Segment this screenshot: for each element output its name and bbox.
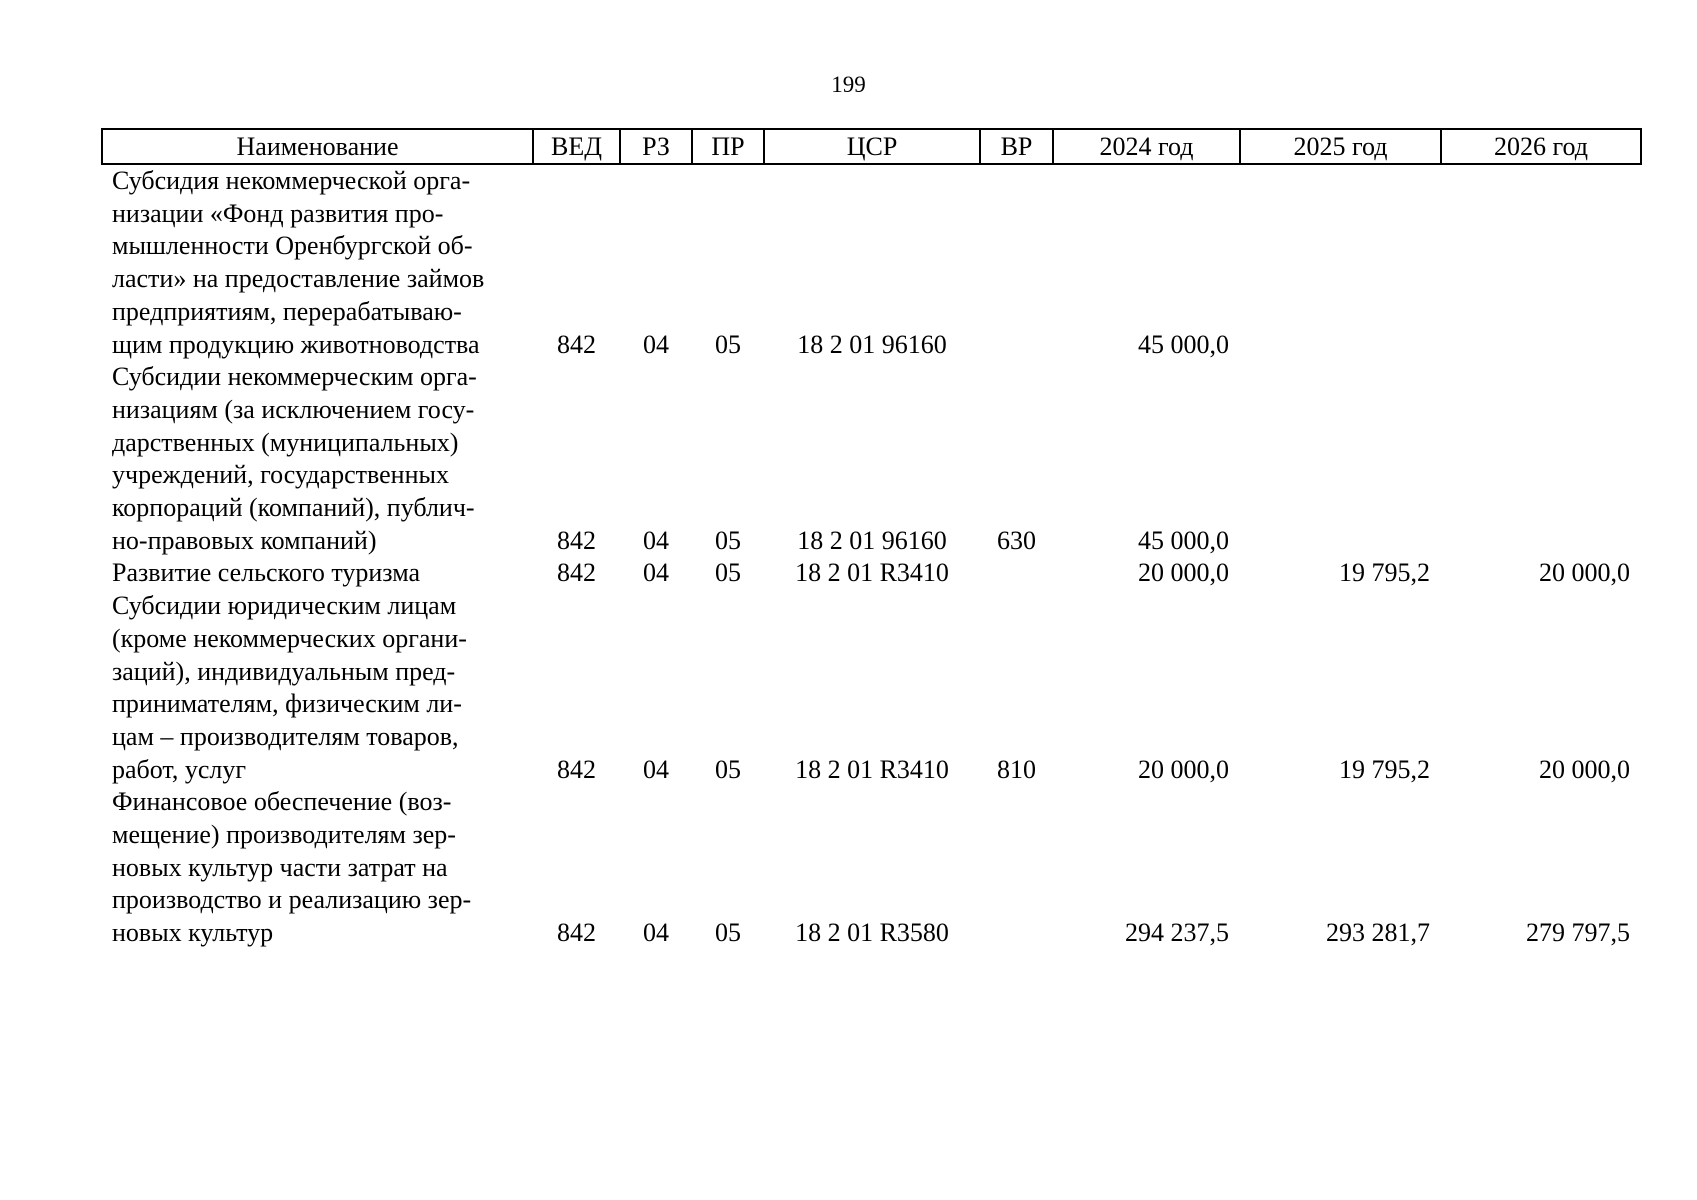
cell-rz: 04 [643, 329, 669, 359]
cell-pr: 05 [715, 329, 741, 359]
cell-2025 [1240, 164, 1441, 361]
cell-pr: 05 [715, 525, 741, 555]
name-line: (кроме некоммерческих органи- [112, 623, 467, 653]
row-name [102, 590, 533, 786]
name-line: цам – производителям товаров, [112, 721, 459, 751]
cell-2024: 45 000,0 [1138, 525, 1229, 555]
table-row [102, 164, 1641, 361]
table-row [102, 590, 1641, 786]
name-line: ласти» на предоставление займов [112, 264, 485, 294]
row-name [102, 557, 533, 590]
cell-vr: 630 [997, 525, 1036, 555]
cell-ved: 842 [557, 558, 596, 588]
cell-vr [980, 786, 1053, 950]
cell-2025: 19 795,2 [1339, 558, 1430, 588]
table-row [102, 361, 1641, 557]
name-line: Субсидии юридическим лицам [112, 591, 457, 621]
column-header-name: Наименование [102, 129, 533, 164]
cell-csr: 18 2 01 96160 [797, 525, 947, 555]
cell-2026 [1441, 361, 1641, 557]
cell-csr: 18 2 01 96160 [797, 329, 947, 359]
row-name [102, 164, 533, 361]
page-number: 199 [831, 72, 866, 97]
cell-2025: 19 795,2 [1339, 754, 1430, 784]
cell-2024: 20 000,0 [1138, 754, 1229, 784]
cell-vr: 810 [997, 754, 1036, 784]
name-line: низации «Фонд развития про- [112, 198, 444, 228]
cell-2024: 294 237,5 [1125, 918, 1229, 948]
name-line: мышленности Оренбургской об- [112, 231, 473, 261]
name-line: мещение) производителям зер- [112, 820, 456, 850]
cell-vr [980, 557, 1053, 590]
cell-pr: 05 [715, 918, 741, 948]
cell-2024: 20 000,0 [1138, 558, 1229, 588]
name-line: Субсидии некоммерческим орга- [112, 362, 477, 392]
cell-2026 [1441, 164, 1641, 361]
cell-ved: 842 [557, 329, 596, 359]
name-line: Финансовое обеспечение (воз- [112, 787, 452, 817]
cell-rz: 04 [643, 525, 669, 555]
cell-2024: 45 000,0 [1138, 329, 1229, 359]
row-name [102, 361, 533, 557]
column-header-rz: РЗ [620, 129, 692, 164]
cell-ved: 842 [557, 754, 596, 784]
cell-csr: 18 2 01 R3410 [795, 558, 949, 588]
name-line: предприятиям, перерабатываю- [112, 296, 462, 326]
cell-pr: 05 [715, 754, 741, 784]
cell-pr: 05 [715, 558, 741, 588]
table-row [102, 786, 1641, 950]
name-line: щим продукцию животноводства [112, 329, 480, 359]
name-line: производство и реализацию зер- [112, 885, 472, 915]
name-line: дарственных (муниципальных) [112, 427, 459, 457]
cell-csr: 18 2 01 R3410 [795, 754, 949, 784]
column-header-pr: ПР [692, 129, 764, 164]
cell-2025: 293 281,7 [1326, 918, 1430, 948]
column-header-2024: 2024 год [1053, 129, 1240, 164]
column-header-vr: ВР [980, 129, 1053, 164]
name-line: учреждений, государственных [112, 460, 449, 490]
name-line: низациям (за исключением госу- [112, 394, 475, 424]
cell-2026: 279 797,5 [1526, 918, 1630, 948]
cell-vr [980, 164, 1053, 361]
column-header-2026: 2026 год [1441, 129, 1641, 164]
cell-csr: 18 2 01 R3580 [795, 918, 949, 948]
cell-2026: 20 000,0 [1539, 558, 1630, 588]
cell-rz: 04 [643, 754, 669, 784]
name-line: заций), индивидуальным пред- [112, 656, 456, 686]
cell-rz: 04 [643, 558, 669, 588]
name-line: новых культур части затрат на [112, 852, 448, 882]
name-line: корпораций (компаний), публич- [112, 493, 475, 523]
cell-rz: 04 [643, 918, 669, 948]
cell-ved: 842 [557, 525, 596, 555]
budget-table [101, 128, 1642, 950]
cell-2025 [1240, 361, 1441, 557]
name-line: новых культур [112, 918, 274, 948]
column-header-csr: ЦСР [764, 129, 980, 164]
name-line: Развитие сельского туризма [112, 558, 421, 588]
column-header-2025: 2025 год [1240, 129, 1441, 164]
cell-ved: 842 [557, 918, 596, 948]
name-line: принимателям, физическим ли- [112, 689, 462, 719]
table-row [102, 557, 1641, 590]
name-line: но-правовых компаний) [112, 525, 377, 555]
cell-2026: 20 000,0 [1539, 754, 1630, 784]
row-name [102, 786, 533, 950]
name-line: работ, услуг [112, 754, 247, 784]
name-line: Субсидия некоммерческой орга- [112, 166, 471, 195]
table-header-row [102, 129, 1641, 164]
column-header-ved: ВЕД [533, 129, 620, 164]
